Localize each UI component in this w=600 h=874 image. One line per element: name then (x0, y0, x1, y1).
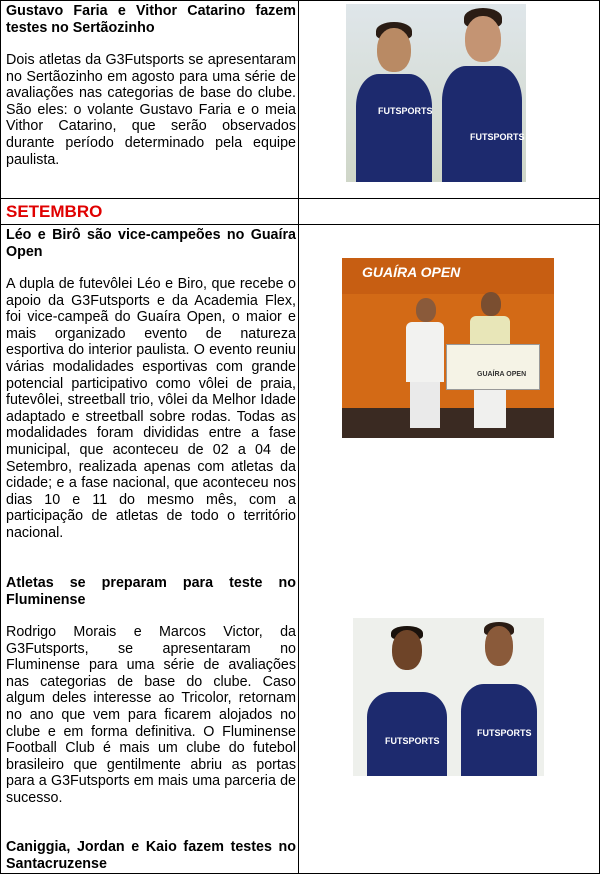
article-body: A dupla de futevôlei Léo e Biro, que recebe o apoio da G3Futsports e da Academia Flex, foi vice-campeã do Guaíra Open, o maior e mais organizado evento de natureza esportiva do interior paulista. O evento reuniu várias modalidades esportivas com grande potencial participativo como vôlei de praia, futevôlei, streetball trio, vôlei da Melhor Idade adaptado e streetball sobre rodas. Todas as modalidades foram divididas entre a fase municipal, que aconteceu de 02 a 04 de Setembro, realizada apenas com atletas da cidade; e a fase nacional, que aconteceu nos dias 10 e 11 do mesmo mês, com a participação de atletas de todo o território nacional. (6, 276, 296, 541)
table-border-top (0, 0, 600, 1)
article-title: Caniggia, Jordan e Kaio fazem testes no Santacruzense (6, 839, 296, 872)
check-label: GUAÍRA OPEN (477, 371, 527, 378)
youth-athletes-photo (353, 618, 544, 776)
article-title: Gustavo Faria e Vithor Catarino fazem testes no Sertãozinho (6, 3, 296, 36)
athletes-photo (346, 4, 526, 182)
banner-text: GUAÍRA OPEN (362, 264, 461, 280)
article-title: Léo e Birô são vice-campeões no Guaíra Open (6, 227, 296, 260)
futsports-logo: FUTSPORTS (378, 106, 433, 116)
guaira-open-photo (342, 258, 554, 438)
article-body: Dois atletas da G3Futsports se apresentaram no Sertãozinho em agosto para uma série de avaliações nas categorias de base do clube. São eles: o volante Gustavo Faria e o meia Vithor Catarino, que serão observados durante período determinado pela equipe paulista. (6, 52, 296, 168)
prize-check (446, 344, 540, 390)
futsports-logo: FUTSPORTS (385, 736, 440, 746)
month-heading: SETEMBRO (6, 202, 103, 221)
table-column-divider (298, 0, 299, 874)
table-border-left (0, 0, 1, 874)
row-divider (0, 224, 600, 225)
futsports-logo: FUTSPORTS (477, 728, 532, 738)
row-divider (0, 198, 600, 199)
article-title: Atletas se preparam para teste no Fluminense (6, 575, 296, 608)
article-body: Rodrigo Morais e Marcos Victor, da G3Futsports, se apresentaram no Fluminense para uma série de avaliações nas categorias de base do clube. Caso algum deles interesse ao Tricolor, retornam no ano que vem para ficarem alojados no clube e em forma definitiva. O Fluminense Football Club é mais um clube do futebol brasileiro que gentilmente abriu as portas para a G3Futsports em mais uma parceria de sucesso. (6, 624, 296, 806)
futsports-logo: FUTSPORTS (470, 132, 525, 142)
